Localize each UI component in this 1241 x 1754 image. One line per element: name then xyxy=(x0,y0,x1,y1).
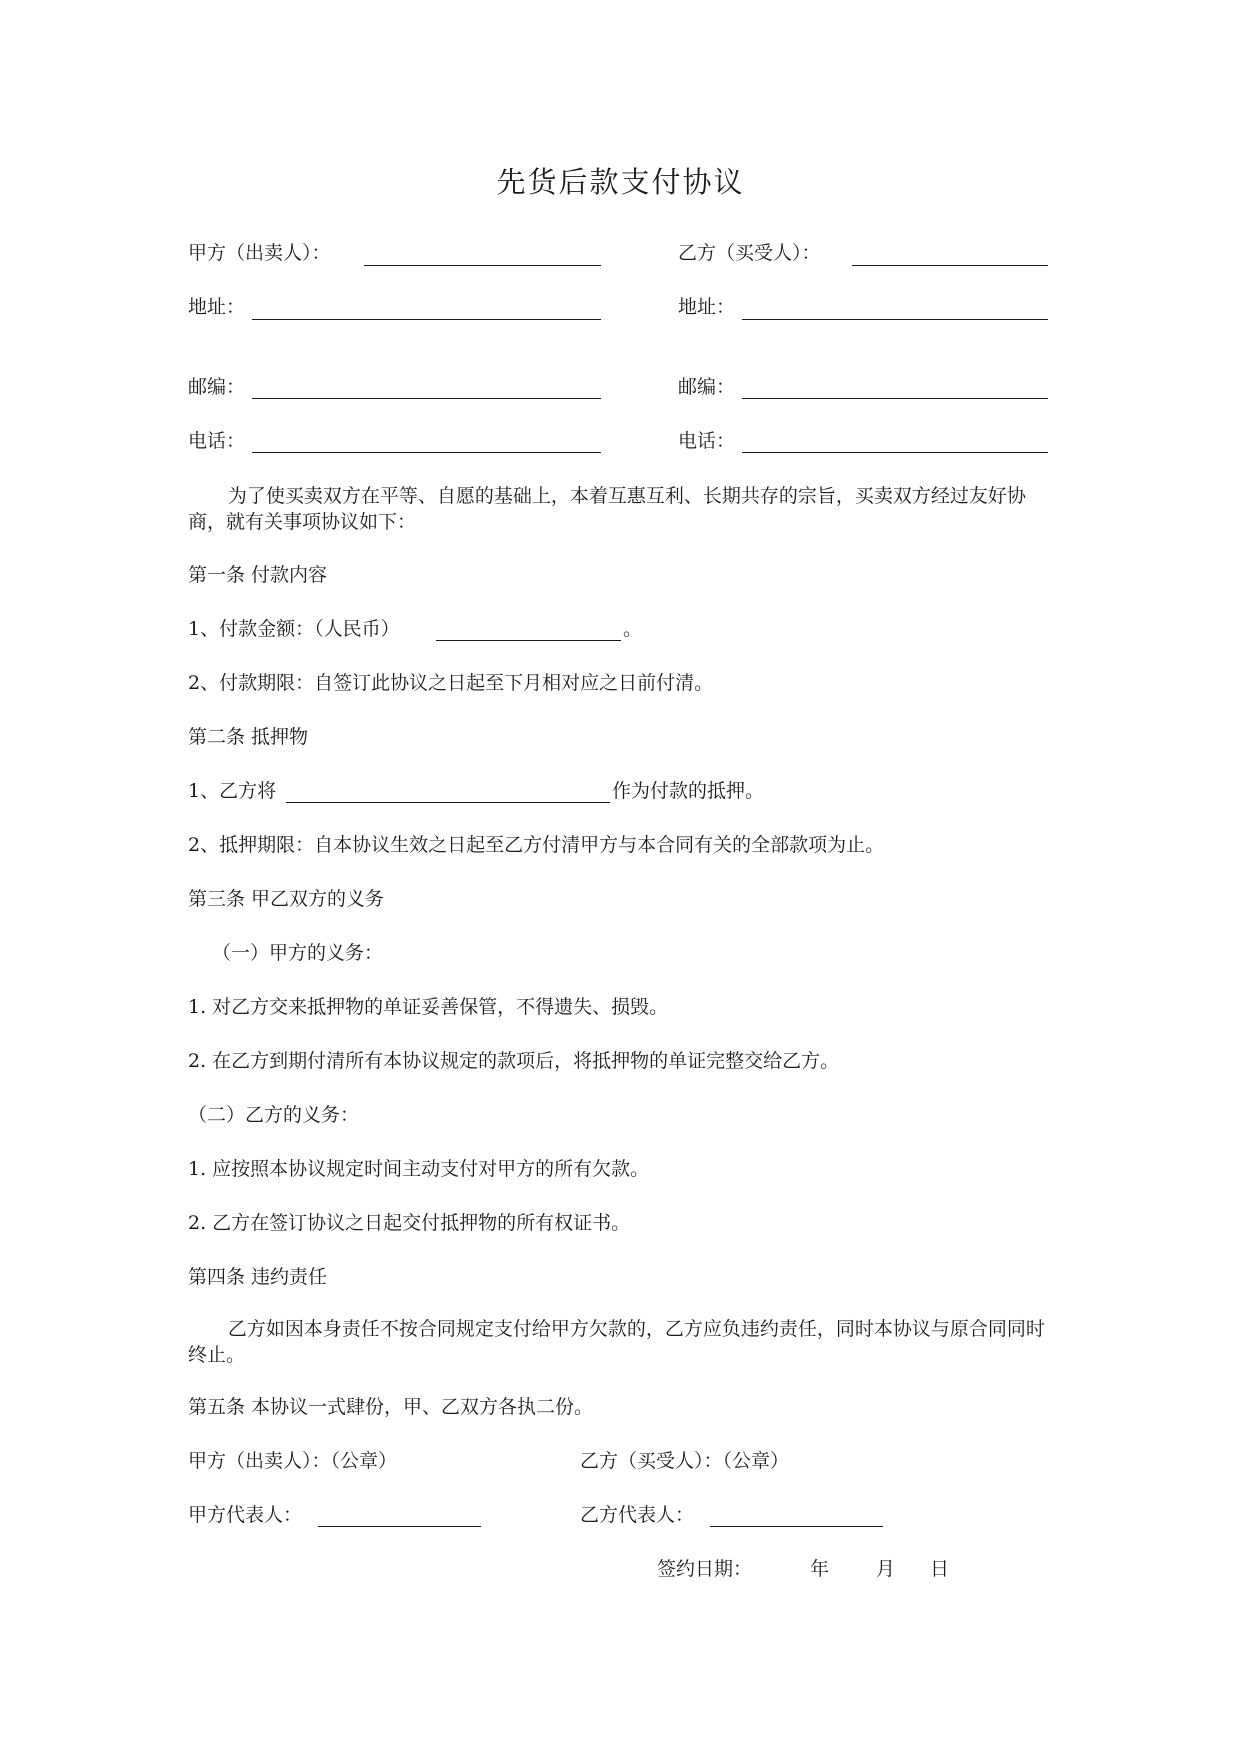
article-1-item-1-prefix: 1、付款金额：（人民币） xyxy=(188,618,400,640)
article-3-heading: 第三条 甲乙双方的义务 xyxy=(188,888,385,910)
signing-date-label: 签约日期： xyxy=(657,1558,753,1580)
party-a-label: 甲方（出卖人）： xyxy=(188,242,331,264)
party-a-rep-label: 甲方代表人： xyxy=(188,1504,303,1526)
signing-date-day: 日 xyxy=(930,1558,950,1580)
party-a-seal-label: 甲方（出卖人）：（公章） xyxy=(188,1450,398,1472)
article-3-a-item-1: 1. 对乙方交来抵押物的单证妥善保管，不得遗失、损毁。 xyxy=(188,996,669,1018)
signing-date-year: 年 xyxy=(810,1558,830,1580)
party-b-seal-label: 乙方（买受人）：（公章） xyxy=(580,1450,790,1472)
party-b-name-field[interactable] xyxy=(852,265,1048,266)
party-a-phone-label: 电话： xyxy=(188,430,246,452)
party-a-phone-field[interactable] xyxy=(252,452,601,453)
party-b-label: 乙方（买受人）： xyxy=(678,242,821,264)
payment-amount-field[interactable] xyxy=(436,640,621,641)
article-4-heading: 第四条 违约责任 xyxy=(188,1266,328,1288)
party-a-address-label: 地址： xyxy=(188,296,246,318)
article-1-heading: 第一条 付款内容 xyxy=(188,564,328,586)
article-2-item-1-prefix: 1、乙方将 xyxy=(188,780,277,802)
party-b-address-field[interactable] xyxy=(742,319,1048,320)
article-2-item-2: 2、抵押期限：自本协议生效之日起至乙方付清甲方与本合同有关的全部款项为止。 xyxy=(188,834,885,856)
party-b-rep-field[interactable] xyxy=(710,1526,883,1527)
party-a-name-field[interactable] xyxy=(364,265,601,266)
signing-date-month: 月 xyxy=(876,1558,896,1580)
article-3-sub-b: （二）乙方的义务： xyxy=(188,1104,360,1126)
party-b-phone-field[interactable] xyxy=(742,452,1048,453)
party-a-rep-field[interactable] xyxy=(318,1526,481,1527)
party-b-phone-label: 电话： xyxy=(678,430,736,452)
article-3-b-item-2: 2. 乙方在签订协议之日起交付抵押物的所有权证书。 xyxy=(188,1212,631,1234)
article-2-item-1-suffix: 作为付款的抵押。 xyxy=(612,780,765,802)
article-3-a-item-2: 2. 在乙方到期付清所有本协议规定的款项后，将抵押物的单证完整交给乙方。 xyxy=(188,1050,840,1072)
party-a-postcode-label: 邮编： xyxy=(188,376,246,398)
article-1-item-1-suffix: 。 xyxy=(623,618,643,640)
article-2-heading: 第二条 抵押物 xyxy=(188,726,309,748)
party-a-address-field[interactable] xyxy=(252,319,601,320)
preamble-paragraph: 为了使买卖双方在平等、自愿的基础上，本着互惠互利、长期共存的宗旨，买卖双方经过友好协商，就有关事项协议如下： xyxy=(188,485,1026,533)
article-1-item-2: 2、付款期限：自签订此协议之日起至下月相对应之日前付清。 xyxy=(188,672,714,694)
article-4-body: 乙方如因本身责任不按合同规定支付给甲方欠款的，乙方应负违约责任，同时本协议与原合同同时终止。 xyxy=(188,1318,1045,1366)
collateral-field[interactable] xyxy=(286,802,610,803)
page-title: 先货后款支付协议 xyxy=(496,165,745,199)
party-b-address-label: 地址： xyxy=(678,296,736,318)
article-5-heading: 第五条 本协议一式肆份，甲、乙双方各执二份。 xyxy=(188,1396,594,1418)
article-3-b-item-1: 1. 应按照本协议规定时间主动支付对甲方的所有欠款。 xyxy=(188,1158,650,1180)
party-b-postcode-label: 邮编： xyxy=(678,376,736,398)
party-b-rep-label: 乙方代表人： xyxy=(580,1504,695,1526)
party-b-postcode-field[interactable] xyxy=(742,398,1048,399)
party-a-postcode-field[interactable] xyxy=(252,398,601,399)
article-3-sub-a: （一）甲方的义务： xyxy=(212,942,384,964)
